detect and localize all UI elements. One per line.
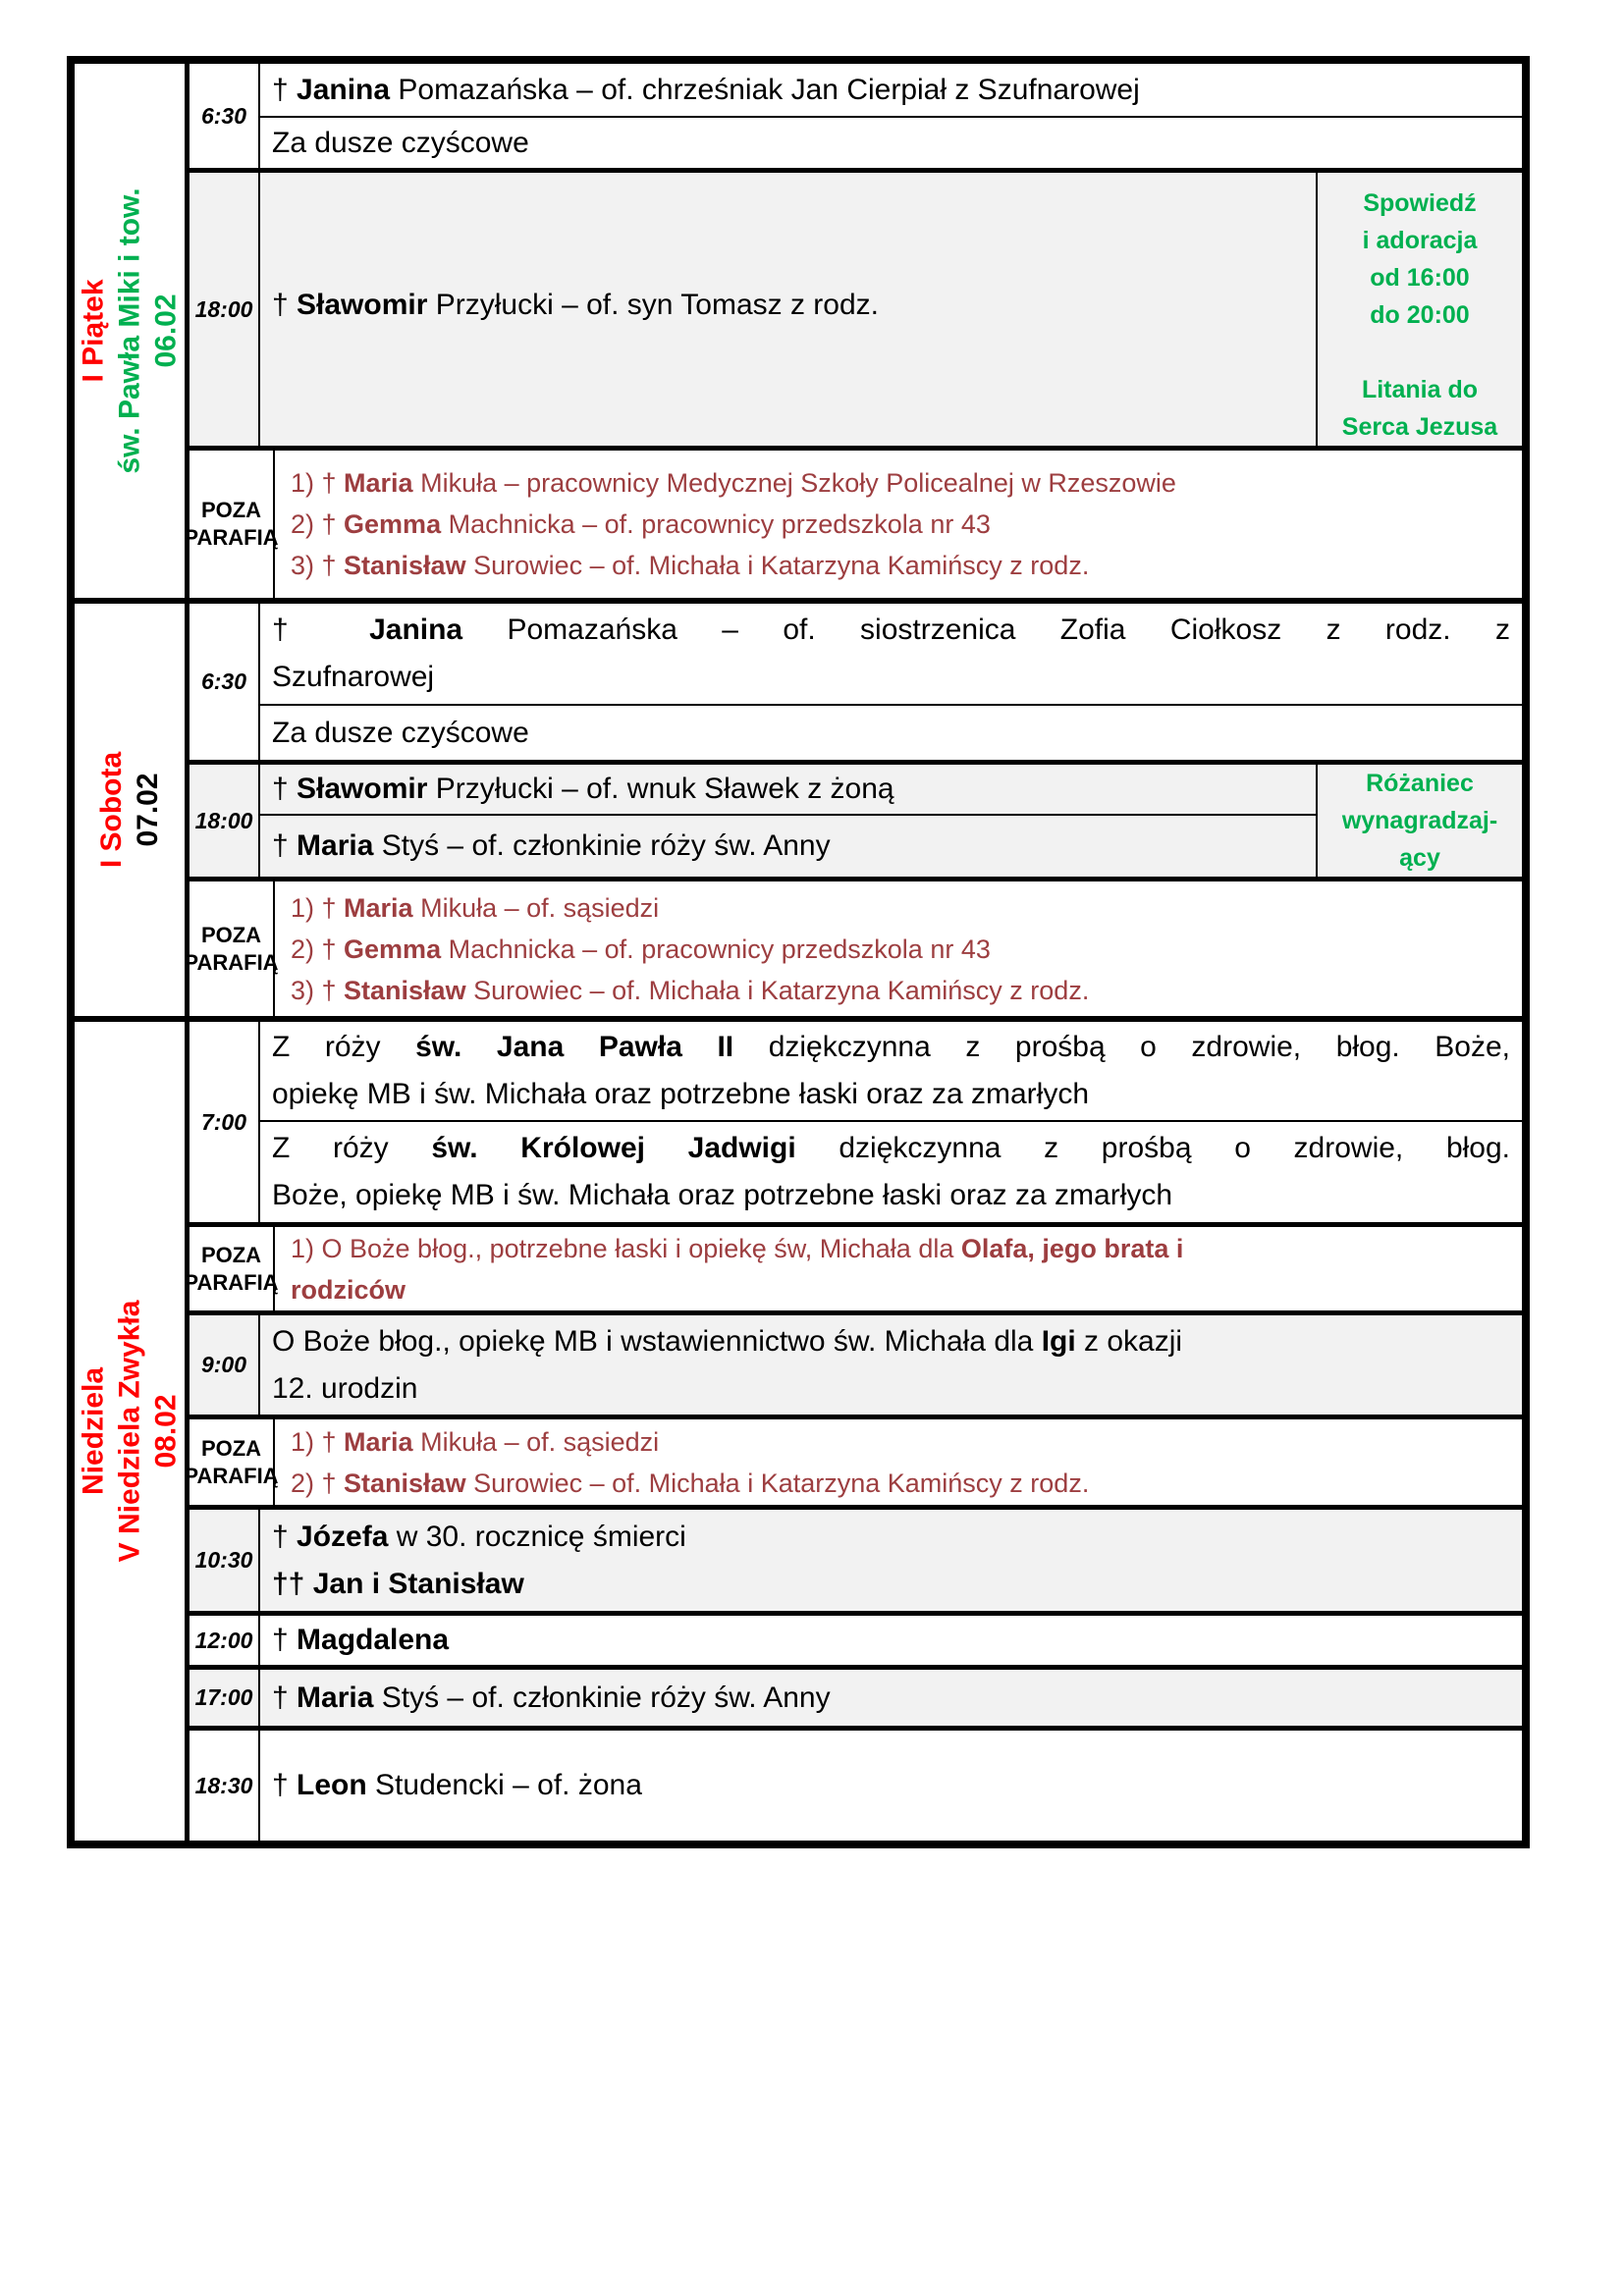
poza-parafia-row-friday: [184, 446, 1522, 598]
intention-entry: [260, 173, 1316, 438]
poza-intention: [291, 545, 1506, 586]
poza-intentions: [275, 1227, 1522, 1310]
intention-name: św. Jana Pawła II: [415, 1031, 734, 1063]
intention-text: 1) †: [291, 892, 345, 923]
intention-name: Maria: [344, 1426, 413, 1457]
mass-row-friday-1800: [189, 168, 1522, 446]
side-note-line: ący: [1399, 844, 1440, 872]
intention-line: [272, 1617, 1510, 1664]
intention-name: Maria: [297, 829, 374, 862]
intention-text: 1) †: [291, 1426, 345, 1457]
intention-entry: [260, 116, 1522, 168]
poza-intention: [291, 504, 1506, 545]
side-note-rosary: [1316, 765, 1522, 877]
intention-line: [272, 1762, 1510, 1809]
intention-name: Igi: [1041, 1324, 1076, 1358]
poza-intention: [291, 1421, 1506, 1463]
intention-text: †: [272, 73, 298, 106]
poza-label-line: PARAFIĄ: [184, 949, 279, 975]
intentions: [260, 1022, 1522, 1222]
time-cell: 6:30: [189, 604, 260, 760]
intentions: [260, 604, 1522, 760]
intention-name: Sławomir: [297, 289, 428, 321]
side-note-line: Serca Jezusa: [1341, 413, 1498, 441]
intention-entry: [260, 604, 1522, 704]
intentions: [260, 765, 1316, 877]
mass-row-sunday-0700: [189, 1022, 1522, 1222]
intention-text: O Boże błog., opiekę MB i wstawiennictwo św. Michała dla: [272, 1324, 1042, 1358]
side-note-line: i adoracja: [1362, 227, 1478, 254]
poza-intention: [291, 1269, 1506, 1310]
intention-text: Mikuła – of. sąsiedzi: [412, 892, 660, 923]
intention-text: †: [272, 614, 370, 646]
mass-row-sunday-1200: [189, 1611, 1522, 1665]
time-cell: 17:00: [189, 1670, 260, 1726]
intention-line: [272, 766, 1304, 813]
intention-text: z okazji: [1075, 1324, 1183, 1358]
intention-text: Pomazańska – of. chrześniak Jan Cierpiał z Szufnarowej: [390, 73, 1140, 106]
time-cell: 12:00: [189, 1616, 260, 1665]
intentions: [260, 1315, 1522, 1415]
time-cell: 6:30: [189, 64, 260, 168]
day-date: 07.02: [132, 773, 164, 847]
intentions: [260, 64, 1522, 168]
intention-name: Stanisław: [344, 1468, 466, 1498]
mass-row-sunday-0900: [189, 1310, 1522, 1415]
intention-text: Studencki – of. żona: [366, 1769, 642, 1801]
intention-text: Pomazańska – of. siostrzenica Zofia Ciołkosz z rodz. z: [462, 614, 1510, 646]
intention-name: Maria: [297, 1681, 374, 1714]
intention-text: 2) †: [291, 934, 345, 964]
intention-name: Olafa, jego brata i: [960, 1233, 1184, 1263]
intention-text: Surowiec – of. Michała i Katarzyna Kamińscy z rodz.: [465, 975, 1090, 1005]
intention-text: Przyłucki – of. syn Tomasz z rodz.: [427, 289, 880, 321]
side-note-line: Litania do: [1361, 376, 1479, 403]
intention-line: [272, 1071, 1510, 1118]
intention-text: Styś – of. członkinie róży św. Anny: [373, 1681, 831, 1714]
poza-parafia-row-saturday: [184, 877, 1522, 1016]
time-cell: 18:30: [189, 1731, 260, 1841]
poza-parafia-row-sunday-2: [184, 1415, 1522, 1505]
intention-text: w 30. rocznicę śmierci: [388, 1520, 686, 1553]
poza-parafia-label: [184, 1227, 279, 1310]
intention-entry: [260, 765, 1316, 814]
poza-parafia-label: [184, 451, 279, 598]
intention-line: [272, 1024, 1510, 1071]
intention-text: Za dusze czyścowe: [272, 126, 529, 159]
intention-name: Gemma: [344, 509, 442, 539]
intention-line: [272, 282, 1304, 329]
intention-name: Stanisław: [344, 975, 466, 1005]
side-note-confession-adoration: [1316, 173, 1522, 446]
intention-name: Magdalena: [297, 1624, 450, 1656]
intention-name: Stanisław: [344, 551, 466, 580]
intention-line: [272, 607, 1510, 654]
intention-text: †: [272, 1769, 298, 1801]
intention-text: Mikuła – of. sąsiedzi: [412, 1426, 660, 1457]
side-note-line: Spowiedź: [1363, 189, 1477, 217]
intention-line: [272, 67, 1510, 114]
intention-line: [272, 823, 1304, 870]
intention-text: Machnicka – of. pracownicy przedszkola nr 43: [441, 934, 991, 964]
intention-text: Z róży: [272, 1132, 432, 1164]
intention-text: dziękczynna z prośbą o zdrowie, błog. Boże,: [733, 1031, 1510, 1063]
section-sunday: [75, 1016, 1522, 1841]
intention-entry: [260, 1731, 1522, 1841]
intention-text: Surowiec – of. Michała i Katarzyna Kamińscy z rodz.: [465, 551, 1090, 580]
intention-name: Józefa: [297, 1520, 389, 1553]
intention-name: Janina: [369, 614, 463, 646]
mass-row-saturday-1800: [189, 760, 1522, 877]
poza-intention: [291, 887, 1506, 929]
side-note-line: od 16:00: [1370, 264, 1470, 292]
intention-name: Janina: [297, 73, 391, 106]
time-cell: 7:00: [189, 1022, 260, 1222]
intention-text: 3) †: [291, 975, 345, 1005]
intention-line: [272, 120, 1510, 167]
time-cell: 9:00: [189, 1315, 260, 1415]
poza-label-line: PARAFIĄ: [184, 525, 279, 550]
day-title: I Piątek: [77, 279, 110, 383]
intention-line: [272, 1365, 1510, 1413]
intention-text: 1) O Boże błog., potrzebne łaski i opiekę św, Michała dla: [291, 1233, 961, 1263]
intention-line: [272, 1561, 1510, 1608]
poza-label-line: POZA: [200, 498, 262, 522]
intention-text: Boże, opiekę MB i św. Michała oraz potrzebne łaski oraz za zmarłych: [272, 1179, 1173, 1211]
poza-intention: [291, 1228, 1506, 1269]
day-cell-saturday: [75, 604, 189, 1016]
poza-parafia-label: [184, 881, 279, 1016]
poza-intentions: [275, 881, 1522, 1016]
intentions: [260, 1616, 1522, 1665]
day-subtitle: V Niedziela Zwykła: [113, 1300, 146, 1563]
intention-entry: [260, 1670, 1522, 1726]
day-feast: św. Pawła Miki i tow.: [113, 187, 146, 474]
side-note-line: do 20:00: [1370, 301, 1470, 329]
intentions: [260, 1731, 1522, 1841]
day-label-saturday: [93, 752, 166, 868]
intention-line: [272, 710, 1510, 757]
intentions: [260, 1510, 1522, 1611]
mass-row-saturday-0630: [189, 604, 1522, 760]
day-cell-friday: [75, 64, 189, 598]
poza-label-line: POZA: [200, 922, 262, 947]
intention-line: [272, 1172, 1510, 1219]
rows-saturday: [184, 604, 1522, 1016]
intention-entry: [260, 1510, 1522, 1611]
mass-row-friday-0630: [189, 64, 1522, 168]
side-note-line: wynagradzaj-: [1341, 807, 1498, 834]
intention-name: Maria: [344, 892, 413, 923]
day-date: 08.02: [149, 1394, 183, 1468]
time-cell: 18:00: [189, 173, 260, 446]
intention-text: 2) †: [291, 1468, 345, 1498]
section-saturday: [75, 598, 1522, 1016]
poza-label-line: PARAFIĄ: [184, 1269, 279, 1295]
intention-text: Przyłucki – of. wnuk Sławek z żoną: [427, 773, 894, 805]
day-title: I Sobota: [95, 751, 128, 869]
intention-text: †: [272, 289, 298, 321]
day-title: Niedziela: [77, 1366, 110, 1496]
intention-text: 3) †: [291, 551, 345, 580]
mass-row-sunday-1700: [189, 1665, 1522, 1726]
intention-name: św. Królowej Jadwigi: [431, 1132, 796, 1164]
intention-entry: [260, 64, 1522, 116]
intention-text: 1) †: [291, 468, 345, 498]
intention-text: 12. urodzin: [272, 1371, 418, 1405]
poza-intention: [291, 929, 1506, 970]
rows-friday: [184, 64, 1522, 598]
rows-sunday: [184, 1022, 1522, 1841]
intention-entry: [260, 1120, 1522, 1222]
intention-text: dziękczynna z prośbą o zdrowie, błog.: [795, 1132, 1510, 1164]
intention-text: Szufnarowej: [272, 661, 435, 693]
intention-line: [272, 1514, 1510, 1561]
intention-entry: [260, 814, 1316, 877]
intention-name: Sławomir: [297, 773, 428, 805]
intention-text: †: [272, 1520, 298, 1553]
poza-intention: [291, 1463, 1506, 1504]
intention-text: Surowiec – of. Michała i Katarzyna Kamińscy z rodz.: [465, 1468, 1090, 1498]
intention-text: Za dusze czyścowe: [272, 716, 529, 749]
day-label-friday: [76, 187, 185, 473]
poza-intention: [291, 970, 1506, 1011]
poza-label-line: POZA: [200, 1242, 262, 1267]
intention-text: Machnicka – of. pracownicy przedszkola nr 43: [441, 509, 991, 539]
intention-entry: [260, 704, 1522, 760]
poza-parafia-row-sunday-1: [184, 1222, 1522, 1310]
intention-line: [272, 1318, 1510, 1365]
intention-text: †: [272, 829, 298, 862]
time-cell: 18:00: [189, 765, 260, 877]
intention-text: opiekę MB i św. Michała oraz potrzebne łaski oraz za zmarłych: [272, 1078, 1090, 1110]
intention-text: †: [272, 773, 298, 805]
day-label-sunday: [76, 1301, 185, 1563]
poza-intentions: [275, 1419, 1522, 1505]
poza-parafia-label: [184, 1419, 279, 1505]
poza-label-line: PARAFIĄ: [184, 1463, 279, 1488]
side-note-line: Różaniec: [1366, 770, 1474, 797]
section-friday: [75, 64, 1522, 598]
intentions: [260, 1670, 1522, 1726]
poza-intention: [291, 462, 1506, 504]
mass-intentions-table: [67, 56, 1530, 1848]
intention-text: Mikuła – pracownicy Medycznej Szkoły Policealnej w Rzeszowie: [412, 468, 1176, 498]
intentions: [260, 173, 1316, 446]
intention-name: rodziców: [291, 1274, 406, 1305]
intention-line: [272, 1675, 1510, 1722]
intention-entry: [260, 1315, 1522, 1415]
intention-entry: [260, 1616, 1522, 1665]
intention-text: †: [272, 1624, 298, 1656]
day-cell-sunday: [75, 1022, 189, 1841]
intention-entry: [260, 1022, 1522, 1120]
day-date: 06.02: [149, 294, 183, 368]
intention-line: [272, 1125, 1510, 1172]
intention-name: †† Jan i Stanisław: [272, 1567, 524, 1600]
intention-name: Leon: [297, 1769, 367, 1801]
intention-text: Styś – of. członkinie róży św. Anny: [373, 829, 831, 862]
poza-label-line: POZA: [200, 1435, 262, 1461]
mass-row-sunday-1030: [189, 1505, 1522, 1611]
mass-row-sunday-1830: [189, 1726, 1522, 1841]
intention-name: Maria: [344, 468, 413, 498]
time-cell: 10:30: [189, 1510, 260, 1611]
intention-text: 2) †: [291, 509, 345, 539]
intention-text: Z róży: [272, 1031, 416, 1063]
poza-intentions: [275, 451, 1522, 598]
intention-text: †: [272, 1681, 298, 1714]
intention-line: [272, 654, 1510, 701]
intention-name: Gemma: [344, 934, 442, 964]
